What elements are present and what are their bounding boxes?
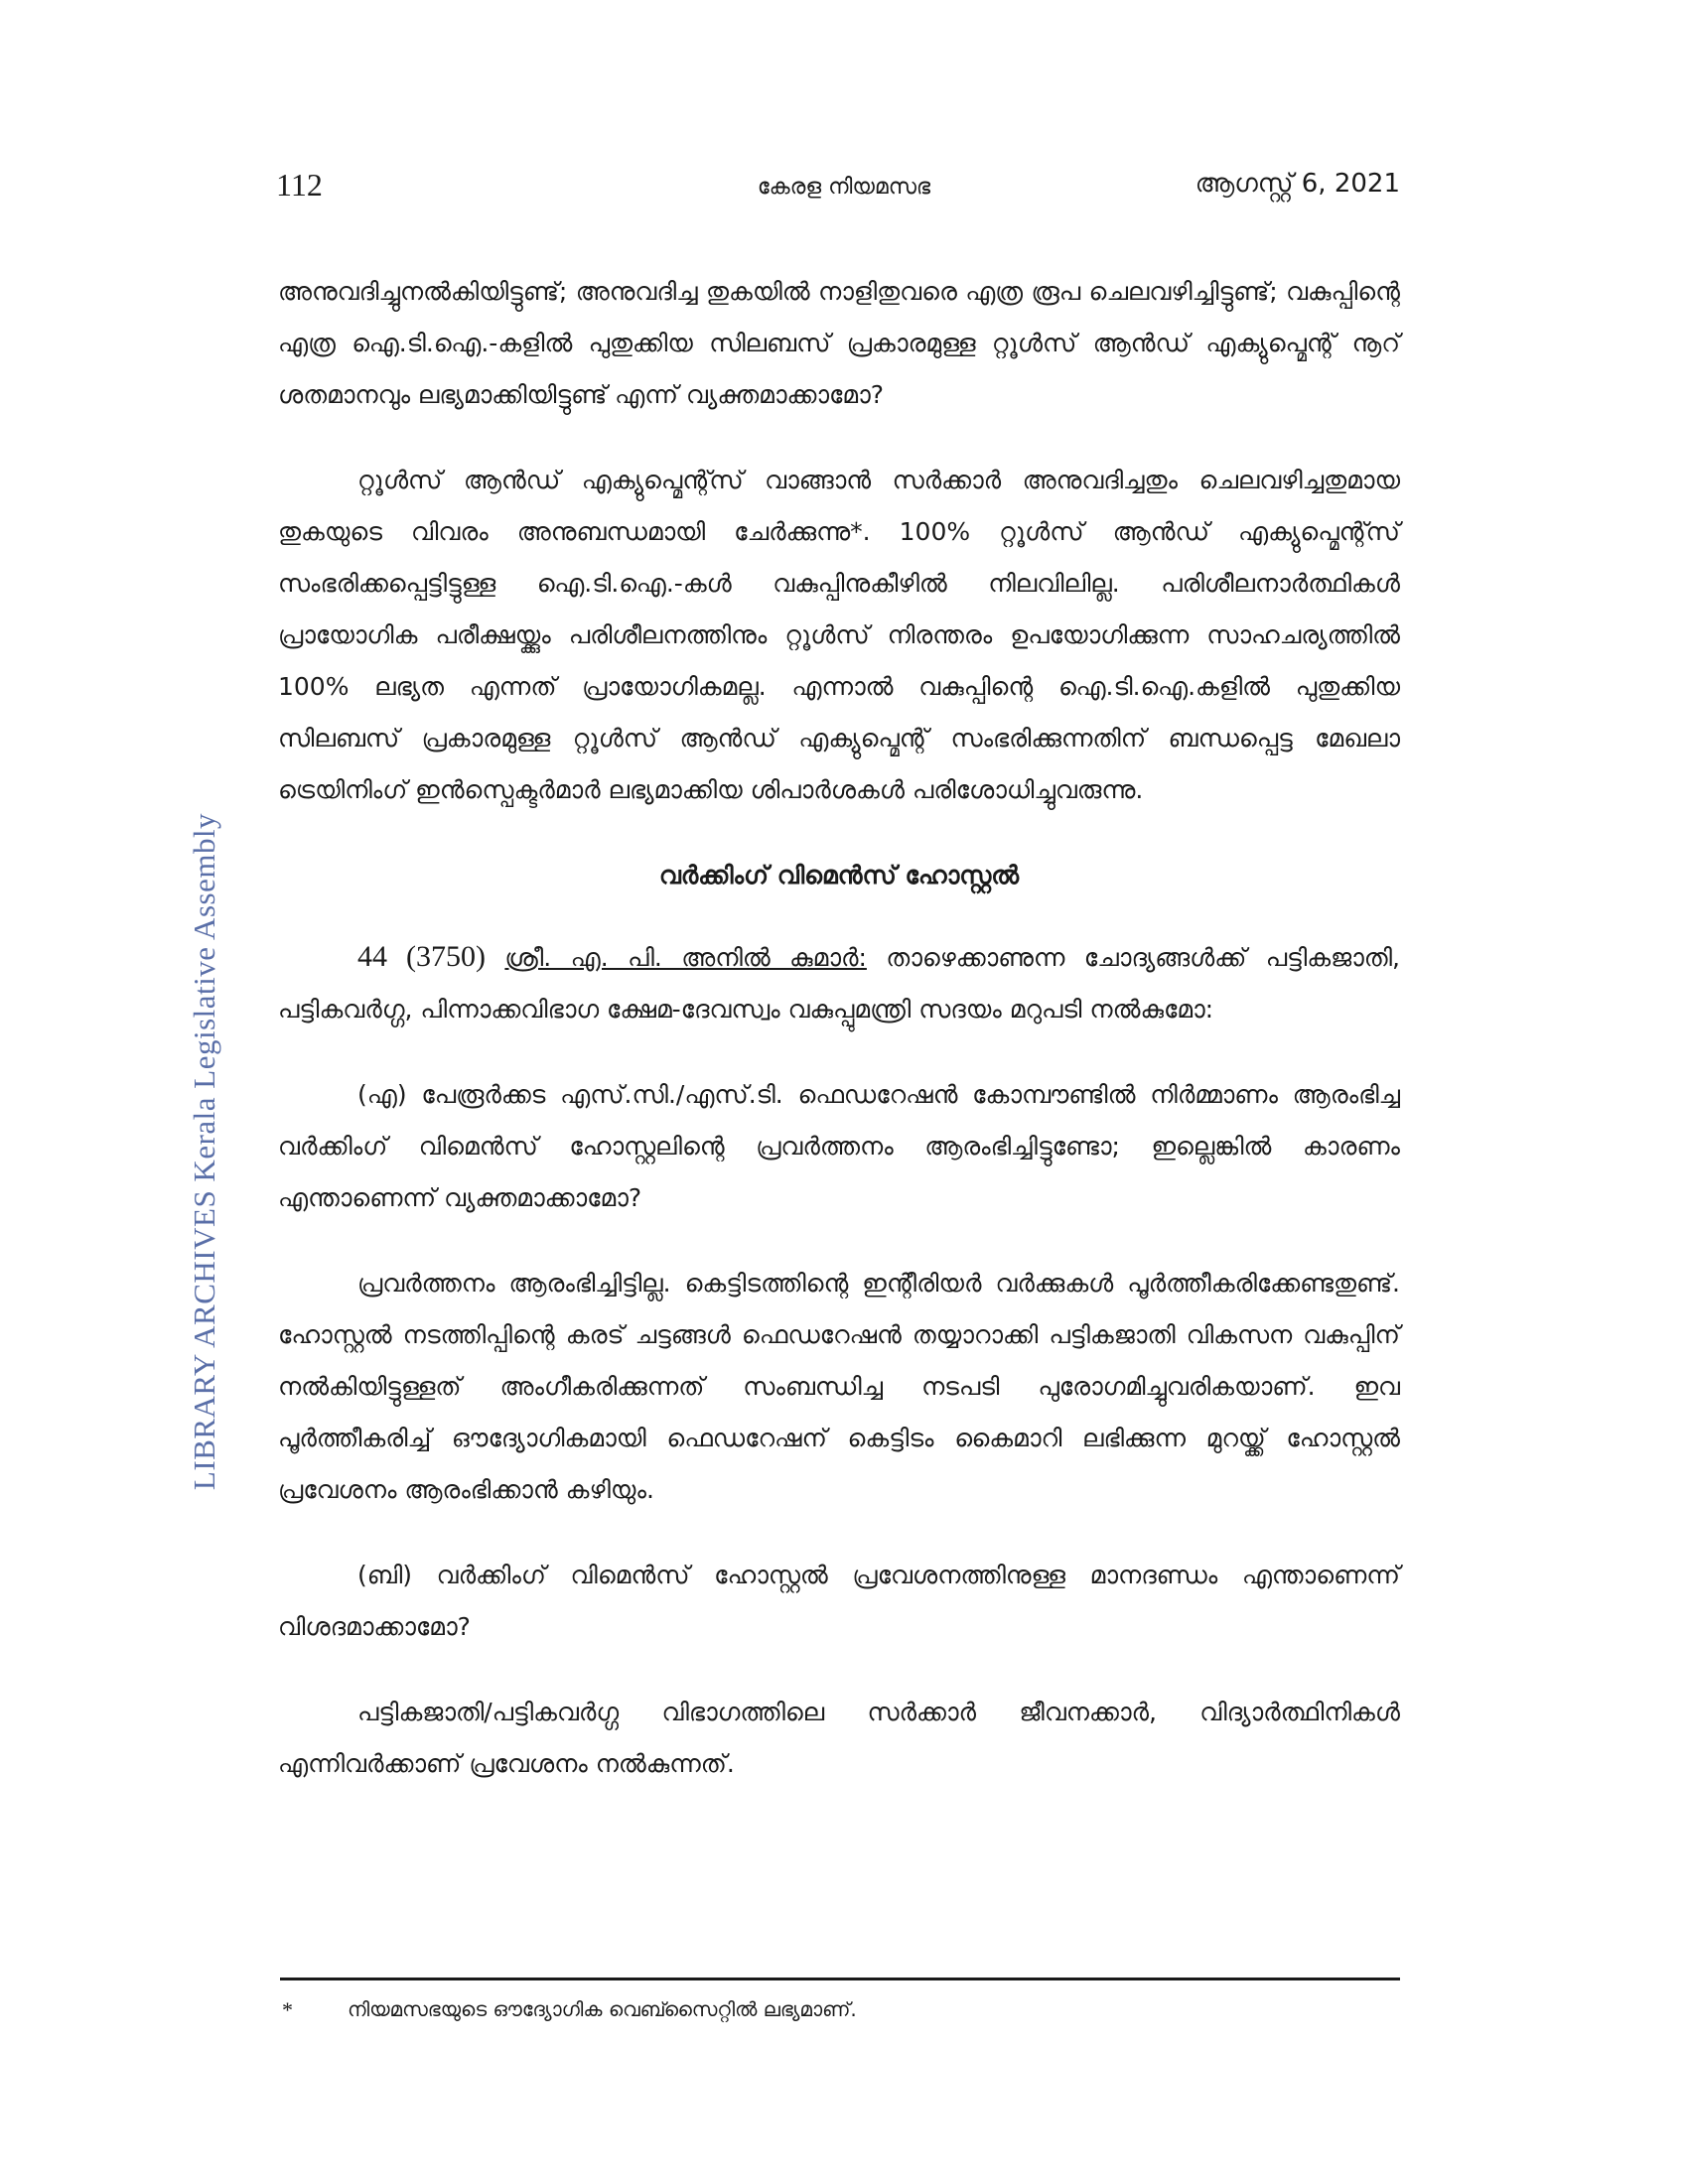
- question-a-paragraph: (എ) പേരൂർക്കട എസ്.സി./എസ്.ടി. ഫെഡറേഷൻ കോമ്പൗണ്ടിൽ നിർമ്മാണം ആരംഭിച്ച വർക്കിംഗ് വിമെൻസ് ഹോസ്റ്റലിന്റെ പ്രവർത്തനം ആരംഭിച്ചിട്ടുണ്ടോ; ഇല്ലെങ്കിൽ കാരണം എന്താണെന്ന് വ്യക്തമാക്കാമോ?: [278, 1080, 1400, 1212]
- question-continuation-paragraph: അനുവദിച്ചുനൽകിയിട്ടുണ്ട്; അനുവദിച്ച തുകയിൽ നാളിതുവരെ എത്ര രൂപ ചെലവഴിച്ചിട്ടുണ്ട്; വകുപ്പിന്റെ എത്ര ഐ.ടി.ഐ.-കളിൽ പുതുക്കിയ സിലബസ് പ്രകാരമുള്ള റ്റൂൾസ് ആൻഡ് എക്യുപ്മെന്റ് നൂറ് ശതമാനവും ലഭ്യമാക്കിയിട്ടുണ്ട് എന്ന് വ്യക്തമാക്കാമോ?: [278, 277, 1400, 409]
- page-date: ആഗസ്റ്റ് 6, 2021: [1195, 169, 1400, 199]
- footnote-text: നിയമസഭയുടെ ഔദ്യോഗിക വെബ്സൈറ്റിൽ ലഭ്യമാണ്.: [348, 1997, 857, 2021]
- section-heading: വർക്കിംഗ് വിമെൻസ് ഹോസ്റ്റൽ: [658, 861, 1020, 889]
- question-intro-text: താഴെക്കാണുന്ന ചോദ്യങ്ങൾക്ക് പട്ടികജാതി, പട്ടികവർഗ്ഗ, പിന്നാക്കവിഭാഗ ക്ഷേമ-ദേവസ്വം വകുപ്പുമന്ത്രി സദയം മറുപടി നൽകുമോ:: [278, 943, 1400, 1024]
- member-name: ശ്രീ. എ. പി. അനിൽ കുമാർ:: [504, 943, 867, 972]
- library-archives-watermark: LIBRARY ARCHIVES Kerala Legislative Assembly: [187, 812, 221, 1491]
- answer-a-paragraph: പ്രവർത്തനം ആരംഭിച്ചിട്ടില്ല. കെട്ടിടത്തിന്റെ ഇന്റീരിയർ വർക്കുകൾ പൂർത്തീകരിക്കേണ്ടതുണ്ട്. ഹോസ്റ്റൽ നടത്തിപ്പിന്റെ കരട് ചട്ടങ്ങൾ ഫെഡറേഷൻ തയ്യാറാക്കി പട്ടികജാതി വികസന വകുപ്പിന് നൽകിയിട്ടുള്ളത് അംഗീകരിക്കുന്നത് സംബന്ധിച്ച നടപടി പുരോഗമിച്ചുവരികയാണ്. ഇവ പൂർത്തീകരിച്ച് ഔദ്യോഗികമായി ഫെഡറേഷന് കെട്ടിടം കൈമാറി ലഭിക്കുന്ന മുറയ്ക്ക് ഹോസ്റ്റൽ പ്രവേശനം ആരംഭിക്കാൻ കഴിയും.: [278, 1269, 1400, 1504]
- page-number: 112: [276, 167, 323, 203]
- running-title: കേരള നിയമസഭ: [757, 175, 931, 200]
- footnote-mark: *: [282, 1997, 293, 2022]
- question-b-paragraph: (ബി) വർക്കിംഗ് വിമെൻസ് ഹോസ്റ്റൽ പ്രവേശനത്തിനുള്ള മാനദണ്ഡം എന്താണെന്ന് വിശദമാക്കാമോ?: [278, 1561, 1400, 1641]
- question-number: 44 (3750): [357, 940, 486, 973]
- question-intro-paragraph: [278, 931, 1400, 1035]
- page-body: [278, 266, 1400, 1824]
- footnote-divider: [280, 1978, 1400, 1980]
- answer-b-paragraph: പട്ടികജാതി/പട്ടികവർഗ്ഗ വിഭാഗത്തിലെ സർക്കാർ ജീവനക്കാർ, വിദ്യാർത്ഥിനികൾ എന്നിവർക്കാണ് പ്രവേശനം നൽകുന്നത്.: [278, 1698, 1400, 1778]
- answer-paragraph-tools: റ്റൂൾസ് ആൻഡ് എക്യുപ്മെന്റ്സ് വാങ്ങാൻ സർക്കാർ അനുവദിച്ചതും ചെലവഴിച്ചതുമായ തുകയുടെ വിവരം അനുബന്ധമായി ചേർക്കുന്നു*. 100% റ്റൂൾസ് ആൻഡ് എക്യുപ്മെന്റ്സ് സംഭരിക്കപ്പെട്ടിട്ടുള്ള ഐ.ടി.ഐ.-കൾ വകുപ്പിനുകീഴിൽ നിലവിലില്ല. പരിശീലനാർത്ഥികൾ പ്രായോഗിക പരീക്ഷയ്ക്കും പരിശീലനത്തിനും റ്റൂൾസ് നിരന്തരം ഉപയോഗിക്കുന്ന സാഹചര്യത്തിൽ 100% ലഭ്യത എന്നത് പ്രായോഗികമല്ല. എന്നാൽ വകുപ്പിന്റെ ഐ.ടി.ഐ.കളിൽ പുതുക്കിയ സിലബസ് പ്രകാരമുള്ള റ്റൂൾസ് ആൻഡ് എക്യുപ്മെന്റ് സംഭരിക്കുന്നതിന് ബന്ധപ്പെട്ട മേഖലാ ട്രെയിനിംഗ് ഇൻസ്പെക്ടർമാർ ലഭ്യമാക്കിയ ശിപാർശകൾ പരിശോധിച്ചുവരുന്നു.: [278, 466, 1400, 804]
- footnote: [282, 1997, 857, 2023]
